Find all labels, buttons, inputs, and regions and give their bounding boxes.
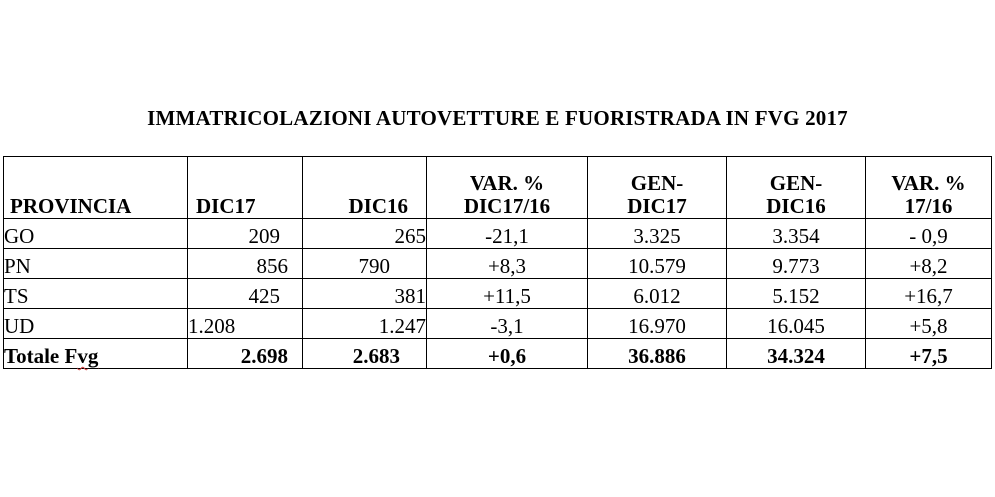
total-label-part2: vg [77, 343, 99, 368]
cell-gen-dic17: 16.970 [588, 309, 727, 339]
cell-total-dic16: 2.683 [303, 339, 427, 369]
table-row [4, 249, 992, 279]
header-var-year-line2: 17/16 [904, 193, 953, 218]
cell-provincia: UD [4, 309, 188, 339]
cell-gen-dic17: 10.579 [588, 249, 727, 279]
cell-gen-dic17: 3.325 [588, 219, 727, 249]
header-gen-dic16 [727, 157, 866, 219]
header-gen-dic17 [588, 157, 727, 219]
cell-var-year: +16,7 [866, 279, 992, 309]
cell-var-dic: -3,1 [427, 309, 588, 339]
header-var-year [866, 157, 992, 219]
header-gen-dic16-line1: GEN- [769, 170, 823, 195]
header-gen-dic17-line1: GEN- [630, 170, 684, 195]
cell-total-var-year: +7,5 [866, 339, 992, 369]
total-label-part1: Totale F [4, 343, 78, 368]
header-var-dic [427, 157, 588, 219]
table-row [4, 279, 992, 309]
cell-dic16: 381 [303, 279, 427, 309]
cell-gen-dic17: 6.012 [588, 279, 727, 309]
header-gen-dic16-line2: DIC16 [766, 193, 826, 218]
cell-total-gen-dic17: 36.886 [588, 339, 727, 369]
cell-var-year: - 0,9 [866, 219, 992, 249]
header-dic16: DIC16 [303, 157, 427, 219]
cell-provincia: GO [4, 219, 188, 249]
header-var-year-line1: VAR. % [891, 170, 966, 195]
cell-dic16: 265 [303, 219, 427, 249]
cell-provincia: PN [4, 249, 188, 279]
cell-gen-dic16: 16.045 [727, 309, 866, 339]
cell-var-dic: +8,3 [427, 249, 588, 279]
cell-var-year: +8,2 [866, 249, 992, 279]
table-title: IMMATRICOLAZIONI AUTOVETTURE E FUORISTRADA IN FVG 2017 [147, 106, 848, 130]
cell-gen-dic16: 3.354 [727, 219, 866, 249]
cell-dic17: 209 [188, 219, 303, 249]
header-gen-dic17-line2: DIC17 [627, 193, 687, 218]
cell-gen-dic16: 5.152 [727, 279, 866, 309]
cell-dic16: 790 [303, 249, 427, 279]
total-row [4, 339, 992, 369]
header-var-dic-line2: DIC17/16 [463, 193, 551, 218]
cell-total-var-dic: +0,6 [427, 339, 588, 369]
table-row [4, 219, 992, 249]
header-var-dic-line1: VAR. % [469, 170, 545, 195]
cell-var-dic: +11,5 [427, 279, 588, 309]
cell-dic17: 425 [188, 279, 303, 309]
cell-provincia: TS [4, 279, 188, 309]
cell-var-dic: -21,1 [427, 219, 588, 249]
table-row [4, 309, 992, 339]
cell-total-label [4, 339, 188, 369]
cell-dic16: 1.247 [303, 309, 427, 339]
header-dic17: DIC17 [188, 157, 303, 219]
cell-total-gen-dic16: 34.324 [727, 339, 866, 369]
cell-dic17: 856 [188, 249, 303, 279]
header-provincia: PROVINCIA [4, 157, 188, 219]
header-row [4, 157, 992, 219]
registrations-table [3, 156, 992, 369]
cell-var-year: +5,8 [866, 309, 992, 339]
cell-gen-dic16: 9.773 [727, 249, 866, 279]
cell-total-dic17: 2.698 [188, 339, 303, 369]
cell-dic17: 1.208 [188, 309, 303, 339]
